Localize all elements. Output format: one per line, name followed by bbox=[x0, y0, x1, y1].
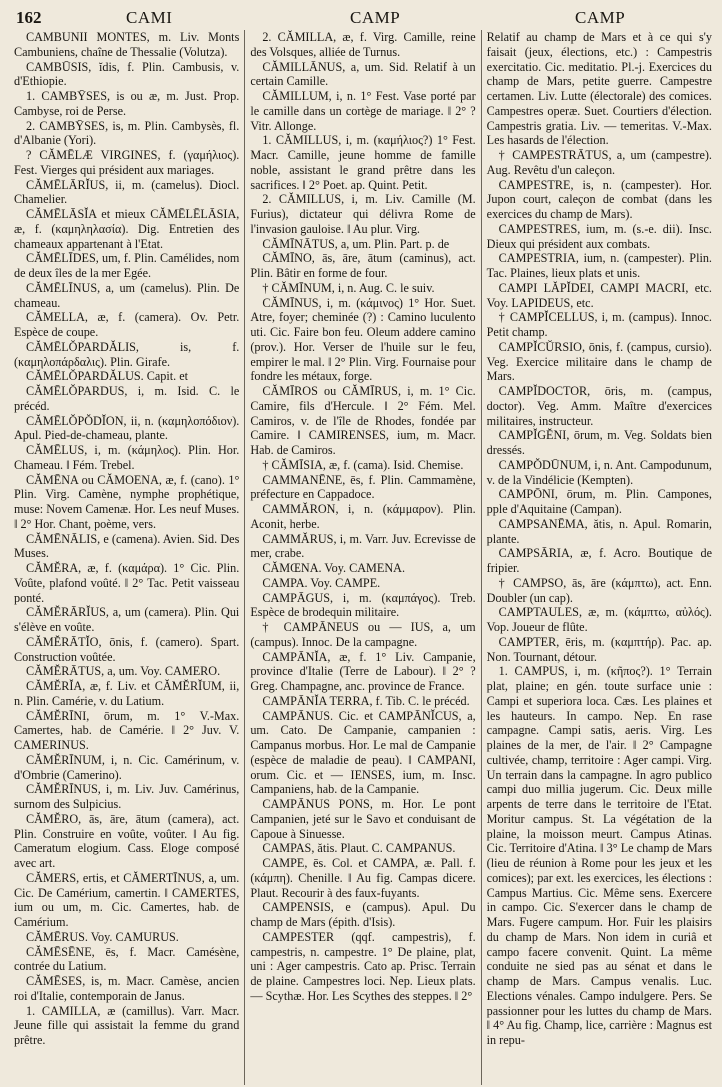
dictionary-entry: CAMPĬDOCTOR, ōris, m. (campus, doctor). Veg. Amm. Maître d'exercices militaires, instructeur. bbox=[486, 384, 712, 428]
dictionary-entry: CĂMĒLŎPARDĂLIS, is, f. (καμηλοπάρδαλις). Plin. Girafe. bbox=[14, 339, 240, 369]
dictionary-entry: CĂMĒSĒNE, ēs, f. Macr. Camésène, contrée du Latium. bbox=[14, 944, 240, 974]
dictionary-entry: CĂMĔRĬA, æ, f. Liv. et CĂMĔRĬUM, ii, n. Plin. Camérie, v. du Latium. bbox=[14, 679, 240, 708]
running-head-left: CAMI bbox=[126, 8, 173, 27]
dictionary-entry: CĂMILLĀNUS, a, um. Sid. Relatif à un certain Camille. bbox=[250, 59, 476, 89]
dictionary-entry: 2. CĂMILLUS, i, m. Liv. Camille (M. Furius), dictateur qui délivra Rome de l'invasion gauloise. ‖ Au plur. Virg. bbox=[250, 192, 476, 236]
dictionary-entry: CAMPE, ēs. Col. et CAMPA, æ. Pall. f. (κάμπη). Chenille. ‖ Au fig. Campas dicere. Plaut. Recourir à des faux-fuyants. bbox=[250, 856, 476, 900]
dictionary-entry: CAMPSĀRIA, æ, f. Acro. Boutique de fripier. bbox=[486, 546, 712, 575]
dictionary-entry: CAMPĀNUS. Cic. et CAMPĀNĬCUS, a, um. Cato. De Campanie, campanien : Campanus morbus. Hor. Le mal de Campanie (espèce de maladie de peau). ‖ CAMPANI, orum. Cic. et — IENSES, ium, m. Insc. Campaniens, hab. de la Campanie. bbox=[250, 708, 476, 797]
dictionary-entry: CAMPA. Voy. CAMPE. bbox=[262, 575, 381, 590]
dictionary-entry: CĂMĒLŎPŎDĬON, ii, n. (καμηλοπόδιον). Apul. Pied-de-chameau, plante. bbox=[14, 413, 240, 443]
dictionary-entry: CAMPI LĂPĬDEI, CAMPI MACRI, etc. Voy. LAPIDEUS, etc. bbox=[486, 280, 712, 310]
dictionary-entry: CAMPSANĒMA, ătis, n. Apul. Romarin, plante. bbox=[486, 516, 712, 546]
dictionary-entry: CĂMĔRĪNUS, i, m. Liv. Juv. Camérinus, surnom des Sulpicius. bbox=[14, 782, 240, 811]
dictionary-entry: † CAMPĬCELLUS, i, m. (campus). Innoc. Petit champ. bbox=[486, 310, 712, 339]
text-columns bbox=[14, 30, 712, 1085]
dictionary-entry: CAMPTAULES, æ, m. (κάμπτω, αὐλός). Vop. Joueur de flûte. bbox=[486, 605, 712, 634]
dictionary-entry: CĂMĒNĀLIS, e (camena). Avien. Sid. Des Muses. bbox=[14, 531, 240, 561]
dictionary-entry: CĂMILLUM, i, n. 1° Fest. Vase porté par le camille dans un cortège de mariage. ‖ 2° ? Vitr. Allonge. bbox=[250, 89, 476, 133]
dictionary-entry: CAMPESTRE, is, n. (campester). Hor. Jupon court, caleçon de combat (dans les exercices du champ de Mars). bbox=[486, 177, 712, 221]
dictionary-entry: ? CĂMĒLÆ VIRGINES, f. (γαμήλιος). Fest. Vierges qui président aux mariages. bbox=[14, 148, 240, 177]
dictionary-entry: † CAMPESTRĀTUS, a, um (campestre). Aug. Revêtu d'un caleçon. bbox=[486, 148, 712, 177]
dictionary-entry: CĂMĒNA ou CĂMOENA, æ, f. (cano). 1° Plin. Virg. Camène, nymphe prophétique, muse: Novem Camenæ. Hor. Les neuf Muses. ‖ 2° Hor. Chant, poème, vers. bbox=[14, 472, 240, 531]
dictionary-entry: CAMMANĒNE, ēs, f. Plin. Cammamène, préfecture en Cappadoce. bbox=[250, 472, 476, 502]
dictionary-entry: CĂMĒSES, is, m. Macr. Camèse, ancien roi d'Italie, contemporain de Janus. bbox=[14, 974, 240, 1003]
dictionary-entry: CĂMŒNA. Voy. CAMENA. bbox=[262, 561, 405, 575]
page-header bbox=[14, 4, 712, 30]
dictionary-entry: CAMPESTRES, ium, m. (s.-e. dii). Insc. Dieux qui président aux combats. bbox=[486, 221, 712, 251]
dictionary-entry: 1. CAMBȲSES, is ou æ, m. Just. Prop. Cambyse, roi de Perse. bbox=[14, 89, 240, 118]
dictionary-entry: † CAMPĀNEUS ou — IUS, a, um (campus). Innoc. De la campagne. bbox=[250, 620, 476, 649]
column-middle bbox=[245, 30, 480, 1085]
dictionary-entry: CAMPŌNI, ōrum, m. Plin. Campones, pple d'Aquitaine (Campan). bbox=[486, 487, 712, 516]
dictionary-entry: 2. CAMBȲSES, is, m. Plin. Cambysès, fl. d'Albanie (Yori). bbox=[14, 118, 240, 148]
column-right bbox=[482, 30, 712, 1085]
dictionary-entry: † CAMPSO, ās, āre (κάμπτω), act. Enn. Doubler (un cap). bbox=[486, 575, 712, 605]
dictionary-entry: CĂMĔRA, æ, f. (καμάρα). 1° Cic. Plin. Voûte, plafond voûté. ‖ 2° Tac. Petit vaisseau ponté. bbox=[14, 561, 240, 605]
running-head-middle: CAMP bbox=[350, 8, 401, 27]
dictionary-entry: CAMBŪSIS, ĭdis, f. Plin. Cambusis, v. d'Ethiopie. bbox=[14, 59, 240, 89]
page-number: 162 bbox=[16, 8, 42, 27]
dictionary-entry: Relatif au champ de Mars et à ce qui s'y faisait (jeux, élections, etc.) : Campestris exercitatio. Cic. meditatio. Pl.-j. Exercices du champ de Mars, petite guerre. Campestre certamen. Liv. Lutte (électorale) des comices. Campestres operæ. Suet. Courtiers d'élection. Campestris gratia. Liv. — temeritas. V.-Max. Les hasards de l'élection. bbox=[486, 30, 712, 148]
dictionary-entry: CĂMĒLĪNUS, a, um (camelus). Plin. De chameau. bbox=[14, 280, 240, 310]
dictionary-entry: 2. CĂMILLA, æ, f. Virg. Camille, reine des Volsques, alliée de Turnus. bbox=[250, 30, 476, 59]
dictionary-entry: CAMPESTRIA, ium, n. (campester). Plin. Tac. Plaines, lieux plats et unis. bbox=[486, 251, 712, 280]
dictionary-entry: CĂMĔRĀTĬO, ōnis, f. (camero). Spart. Construction voûtée. bbox=[14, 634, 240, 664]
dictionary-entry: CAMBUNII MONTES, m. Liv. Monts Cambuniens, chaîne de Thessalie (Volutza). bbox=[14, 30, 240, 59]
dictionary-entry: CAMPĬCŬRSIO, ōnis, f. (campus, cursio). Veg. Exercice militaire dans le champ de Mars. bbox=[486, 339, 712, 384]
dictionary-entry: CĂMĪNĀTUS, a, um. Plin. Part. p. de bbox=[262, 236, 450, 251]
dictionary-entry: CĂMĒLĪDES, um, f. Plin. Camélides, nom de deux îles de la mer Egée. bbox=[14, 251, 240, 280]
dictionary-entry: CĂMĪNUS, i, m. (κάμινος) 1° Hor. Suet. Atre, foyer; cheminée (?) : Camino luculento uti. Cic. Faire bon feu. Oleum addere camino (prov.). Hor. Verser de l'huile sur le feu, empirer le mal. ‖ 2° Plin. Virg. Fournaise pour fondre les métaux, forge. bbox=[250, 295, 476, 384]
dictionary-entry: CAMPĬGĔNI, ōrum, m. Veg. Soldats bien dressés. bbox=[486, 428, 712, 457]
dictionary-entry: 1. CAMPUS, i, m. (κῆπος?). 1° Terrain plat, plaine; en gén. toute surface unie : Campi et superiora loca. Cæs. Les plaines et les hauteurs. In campo. Nep. En rase campagne. Campi satis, aeris. Virg. Les plaines de la mer, de l'air. ‖ 2° Campagne cultivée, champ, territoire : Ager campi. Virg. Un terrain dans la campagne. In agro publico campi duo millia jugerum. Cic. Deux mille arpents de terre dans le territoire de l'Etat. Moritur campus. St. La végétation de la plaine, la moisson meurt. Campus Atinas. Cic. Territoire d'Atina. ‖ 3° Le champ de Mars (lieu de réunion à Rome pour les jeux et les comices); par ext. les exercices, les élections : Campus Martius. Cic. Même sens. Exercere in campo. Cic. S'exercer dans le champ de Mars. Fugere campum. Hor. Fuir les plaisirs du champ de Mars. Non idem in curiâ et campo facere convenit. Quint. La même conduite ne sied pas au sénat et dans le champ de Mars. Campus venalis. Luc. Elections vénales. Campo indulgere. Pers. Se passionner pour les luttes du champ de Mars. ‖ 4° Au fig. Champ, lice, carrière : Magnus est in repu- bbox=[486, 664, 712, 1047]
dictionary-entry: CĂMĔRO, ās, āre, ātum (camera), act. Plin. Construire en voûte, voûter. ‖ Au fig. Cameratum elogium. Cass. Eloge composé avec art. bbox=[14, 811, 240, 870]
dictionary-entry: CĂMĪROS ou CĂMĪRUS, i, m. 1° Cic. Camire, fils d'Hercule. ‖ 2° Fém. Mel. Camiros, v. de l'île de Rhodes, fondée par Camire. ‖ CAMIRENSES, ium, m. Macr. Hab. de Camiros. bbox=[250, 384, 476, 457]
dictionary-entry: CĂMĒLŎPARDĂLUS. Capit. et bbox=[26, 369, 189, 384]
dictionary-entry: CAMPESTER (qqf. campestris), f. campestris, n. campestre. 1° De plaine, plat, uni : Ager campestris. Cato ap. Prisc. Terrain de plaine. Campestres loci. Nep. Lieux plats. — Scythæ. Hor. Les Scythes des steppes. ‖ 2° bbox=[250, 929, 476, 1003]
dictionary-entry: CAMPĀGUS, i, m. (καμπάγος). Treb. Espèce de brodequin militaire. bbox=[250, 590, 476, 620]
dictionary-entry: CĂMĔRĀRĬUS, a, um (camera). Plin. Qui s'élève en voûte. bbox=[14, 605, 240, 634]
dictionary-entry: CĂMĪNO, ās, āre, ātum (caminus), act. Plin. Bâtir en forme de four. bbox=[250, 251, 476, 280]
dictionary-entry: CĂMĔRĀTUS, a, um. Voy. CAMERO. bbox=[26, 664, 221, 679]
dictionary-entry: CAMPAS, ătis. Plaut. C. CAMPANUS. bbox=[262, 841, 456, 856]
dictionary-entry: CĂMĒLĀSĬA et mieux CĂMĒLĒLĀSIA, æ, f. (καμηληλασία). Dig. Entretien des chameaux appartenant à l'Etat. bbox=[14, 207, 240, 251]
dictionary-entry: CAMMĂRUS, i, m. Varr. Juv. Ecrevisse de mer, crabe. bbox=[250, 531, 476, 561]
dictionary-entry: CAMMĂRON, i, n. (κάμμαρον). Plin. Aconit, herbe. bbox=[250, 502, 476, 531]
dictionary-entry: CAMPŎDŪNUM, i, n. Ant. Campodunum, v. de la Vindélicie (Kempten). bbox=[486, 457, 712, 487]
dictionary-entry: 1. CĂMILLUS, i, m. (καμήλιος?) 1° Fest. Macr. Camille, jeune homme de famille noble, assistant le grand prêtre dans les sacrifices. ‖ 2° Poet. ap. Quint. Petit. bbox=[250, 133, 476, 192]
dictionary-entry: 1. CAMILLA, æ (camillus). Varr. Macr. Jeune fille qui assistait la femme du grand prêtre. bbox=[14, 1003, 240, 1047]
dictionary-entry: CĂMĔRĪNI, ōrum, m. 1° V.-Max. Camertes, hab. de Camérie. ‖ 2° Juv. V. CAMERINUS. bbox=[14, 708, 240, 752]
dictionary-entry: CAMPTER, ēris, m. (καμπτήρ). Pac. ap. Non. Tournant, détour. bbox=[486, 634, 712, 664]
dictionary-entry: CAMPĀNUS PONS, m. Hor. Le pont Campanien, jeté sur le Savo et conduisant de Capoue à Sinuesse. bbox=[250, 797, 476, 841]
dictionary-entry: CĂMĒLĀRĬUS, ii, m. (camelus). Diocl. Chamelier. bbox=[14, 177, 240, 207]
dictionary-entry: CĂMĒRUS. Voy. CAMURUS. bbox=[26, 929, 179, 944]
dictionary-entry: CĂMĒLUS, i, m. (κάμηλος). Plin. Hor. Chameau. ‖ Fém. Trebel. bbox=[14, 443, 240, 472]
dictionary-entry: CĂMERS, ertis, et CĂMERTĪNUS, a, um. Cic. De Camérium, camertin. ‖ CAMERTES, ium ou um, m. Cic. Camertes, hab. de Camérium. bbox=[14, 870, 240, 929]
dictionary-entry: † CĂMĪNUM, i, n. Aug. C. le suiv. bbox=[262, 280, 435, 295]
dictionary-entry: CAMPENSIS, e (campus). Apul. Du champ de Mars (épith. d'Isis). bbox=[250, 900, 476, 929]
dictionary-entry: CAMPĀNĬA TERRA, f. Tib. C. le précéd. bbox=[262, 693, 470, 708]
dictionary-entry: CAMPĀNĬA, æ, f. 1° Liv. Campanie, province d'Italie (Terre de Labour). ‖ 2° ? Greg. Champagne, anc. province de France. bbox=[250, 649, 476, 693]
dictionary-entry: CĂMĒLŎPARDUS, i, m. Isid. C. le précéd. bbox=[14, 384, 240, 413]
column-left bbox=[14, 30, 244, 1085]
dictionary-entry: CĂMELLA, æ, f. (camera). Ov. Petr. Espèce de coupe. bbox=[14, 310, 240, 339]
dictionary-entry: CĂMĔRĪNUM, i, n. Cic. Camérinum, v. d'Ombrie (Camerino). bbox=[14, 752, 240, 782]
running-head-right: CAMP bbox=[575, 8, 626, 27]
dictionary-entry: † CĂMĪSIA, æ, f. (cama). Isid. Chemise. bbox=[262, 457, 464, 472]
